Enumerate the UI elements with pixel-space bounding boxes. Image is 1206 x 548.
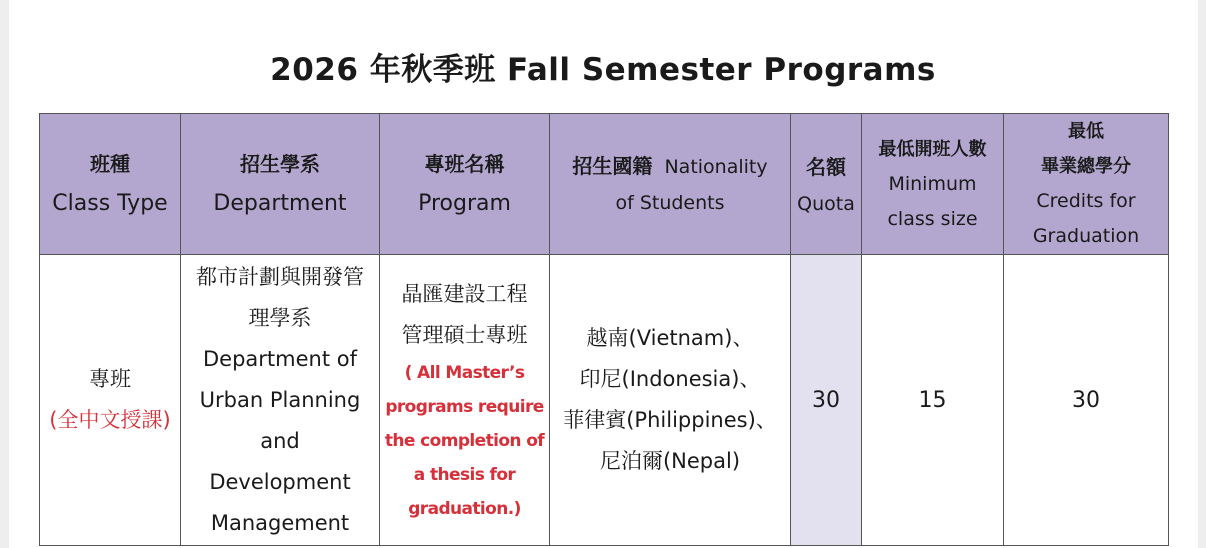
header-program-zh: 專班名稱 — [424, 152, 505, 176]
department-en-3: and — [260, 428, 300, 453]
class-type-note: (全中文授課) — [49, 408, 171, 432]
min-class-size-value: 15 — [918, 387, 947, 413]
header-quota-zh: 名額 — [806, 154, 846, 179]
header-department — [181, 114, 380, 255]
header-credits-zh1: 最低 — [1068, 121, 1104, 142]
header-credits-en2: Graduation — [1032, 225, 1140, 247]
nationality-item: 尼泊爾(Nepal) — [599, 449, 741, 473]
header-min-class-zh: 最低開班人數 — [878, 138, 987, 160]
header-class-type — [40, 114, 181, 255]
department-en-1: Department of — [203, 346, 357, 371]
cell-program — [380, 255, 550, 546]
header-nationality-zh: 招生國籍 — [572, 153, 653, 178]
header-min-class-en1: Minimum — [888, 172, 977, 195]
nationality-item: 菲律賓(Philippines)、 — [563, 408, 777, 432]
header-class-type-en: Class Type — [52, 191, 168, 216]
cell-min-class-size — [862, 255, 1004, 546]
header-min-class-size — [862, 114, 1004, 255]
table-row — [40, 255, 1169, 546]
program-note-2: programs require — [385, 397, 544, 417]
header-program-en: Program — [418, 191, 511, 216]
header-credits-zh2: 畢業總學分 — [1041, 156, 1131, 177]
department-zh-1: 都市計劃與開發管 — [196, 264, 364, 289]
program-name-1: 晶匯建設工程 — [401, 282, 528, 306]
program-note-4: a thesis for — [413, 465, 516, 485]
header-nationality — [550, 114, 791, 255]
cell-quota — [791, 255, 862, 546]
header-nationality-line1 — [550, 148, 790, 185]
cell-class-type — [40, 255, 181, 546]
cell-department — [181, 255, 380, 546]
header-quota — [791, 114, 862, 255]
class-type-text: 專班 — [89, 367, 131, 391]
department-en-4: Development — [209, 469, 351, 494]
programs-table — [39, 113, 1169, 546]
cell-credits — [1004, 255, 1169, 546]
nationality-item: 印尼(Indonesia)、 — [579, 367, 761, 391]
credits-value: 30 — [1072, 387, 1100, 413]
header-nationality-en1: Nationality — [664, 155, 768, 178]
department-en-2: Urban Planning — [199, 387, 361, 412]
page-title: 2026 年秋季班 Fall Semester Programs — [270, 52, 936, 88]
nationality-item: 越南(Vietnam)、 — [586, 326, 754, 350]
header-min-class-en2: class size — [887, 207, 978, 230]
department-en-5: Management — [210, 510, 350, 535]
program-note-1: ( All Master’s — [404, 363, 525, 383]
header-program — [380, 114, 550, 255]
header-nationality-en2: of Students — [615, 191, 725, 214]
header-credits — [1004, 114, 1169, 255]
cell-nationality — [550, 255, 791, 546]
header-credits-en1: Credits for — [1036, 190, 1136, 212]
header-department-en: Department — [213, 191, 347, 216]
department-zh-2: 理學系 — [248, 305, 312, 330]
header-class-type-zh: 班種 — [90, 152, 130, 176]
header-department-zh: 招生學系 — [240, 152, 320, 176]
program-note-5: graduation.) — [408, 499, 521, 519]
program-name-2: 管理碩士專班 — [401, 323, 528, 347]
header-quota-en: Quota — [797, 192, 855, 215]
program-note-3: the completion of — [384, 431, 545, 451]
header-row — [40, 114, 1169, 255]
quota-value: 30 — [812, 387, 840, 413]
